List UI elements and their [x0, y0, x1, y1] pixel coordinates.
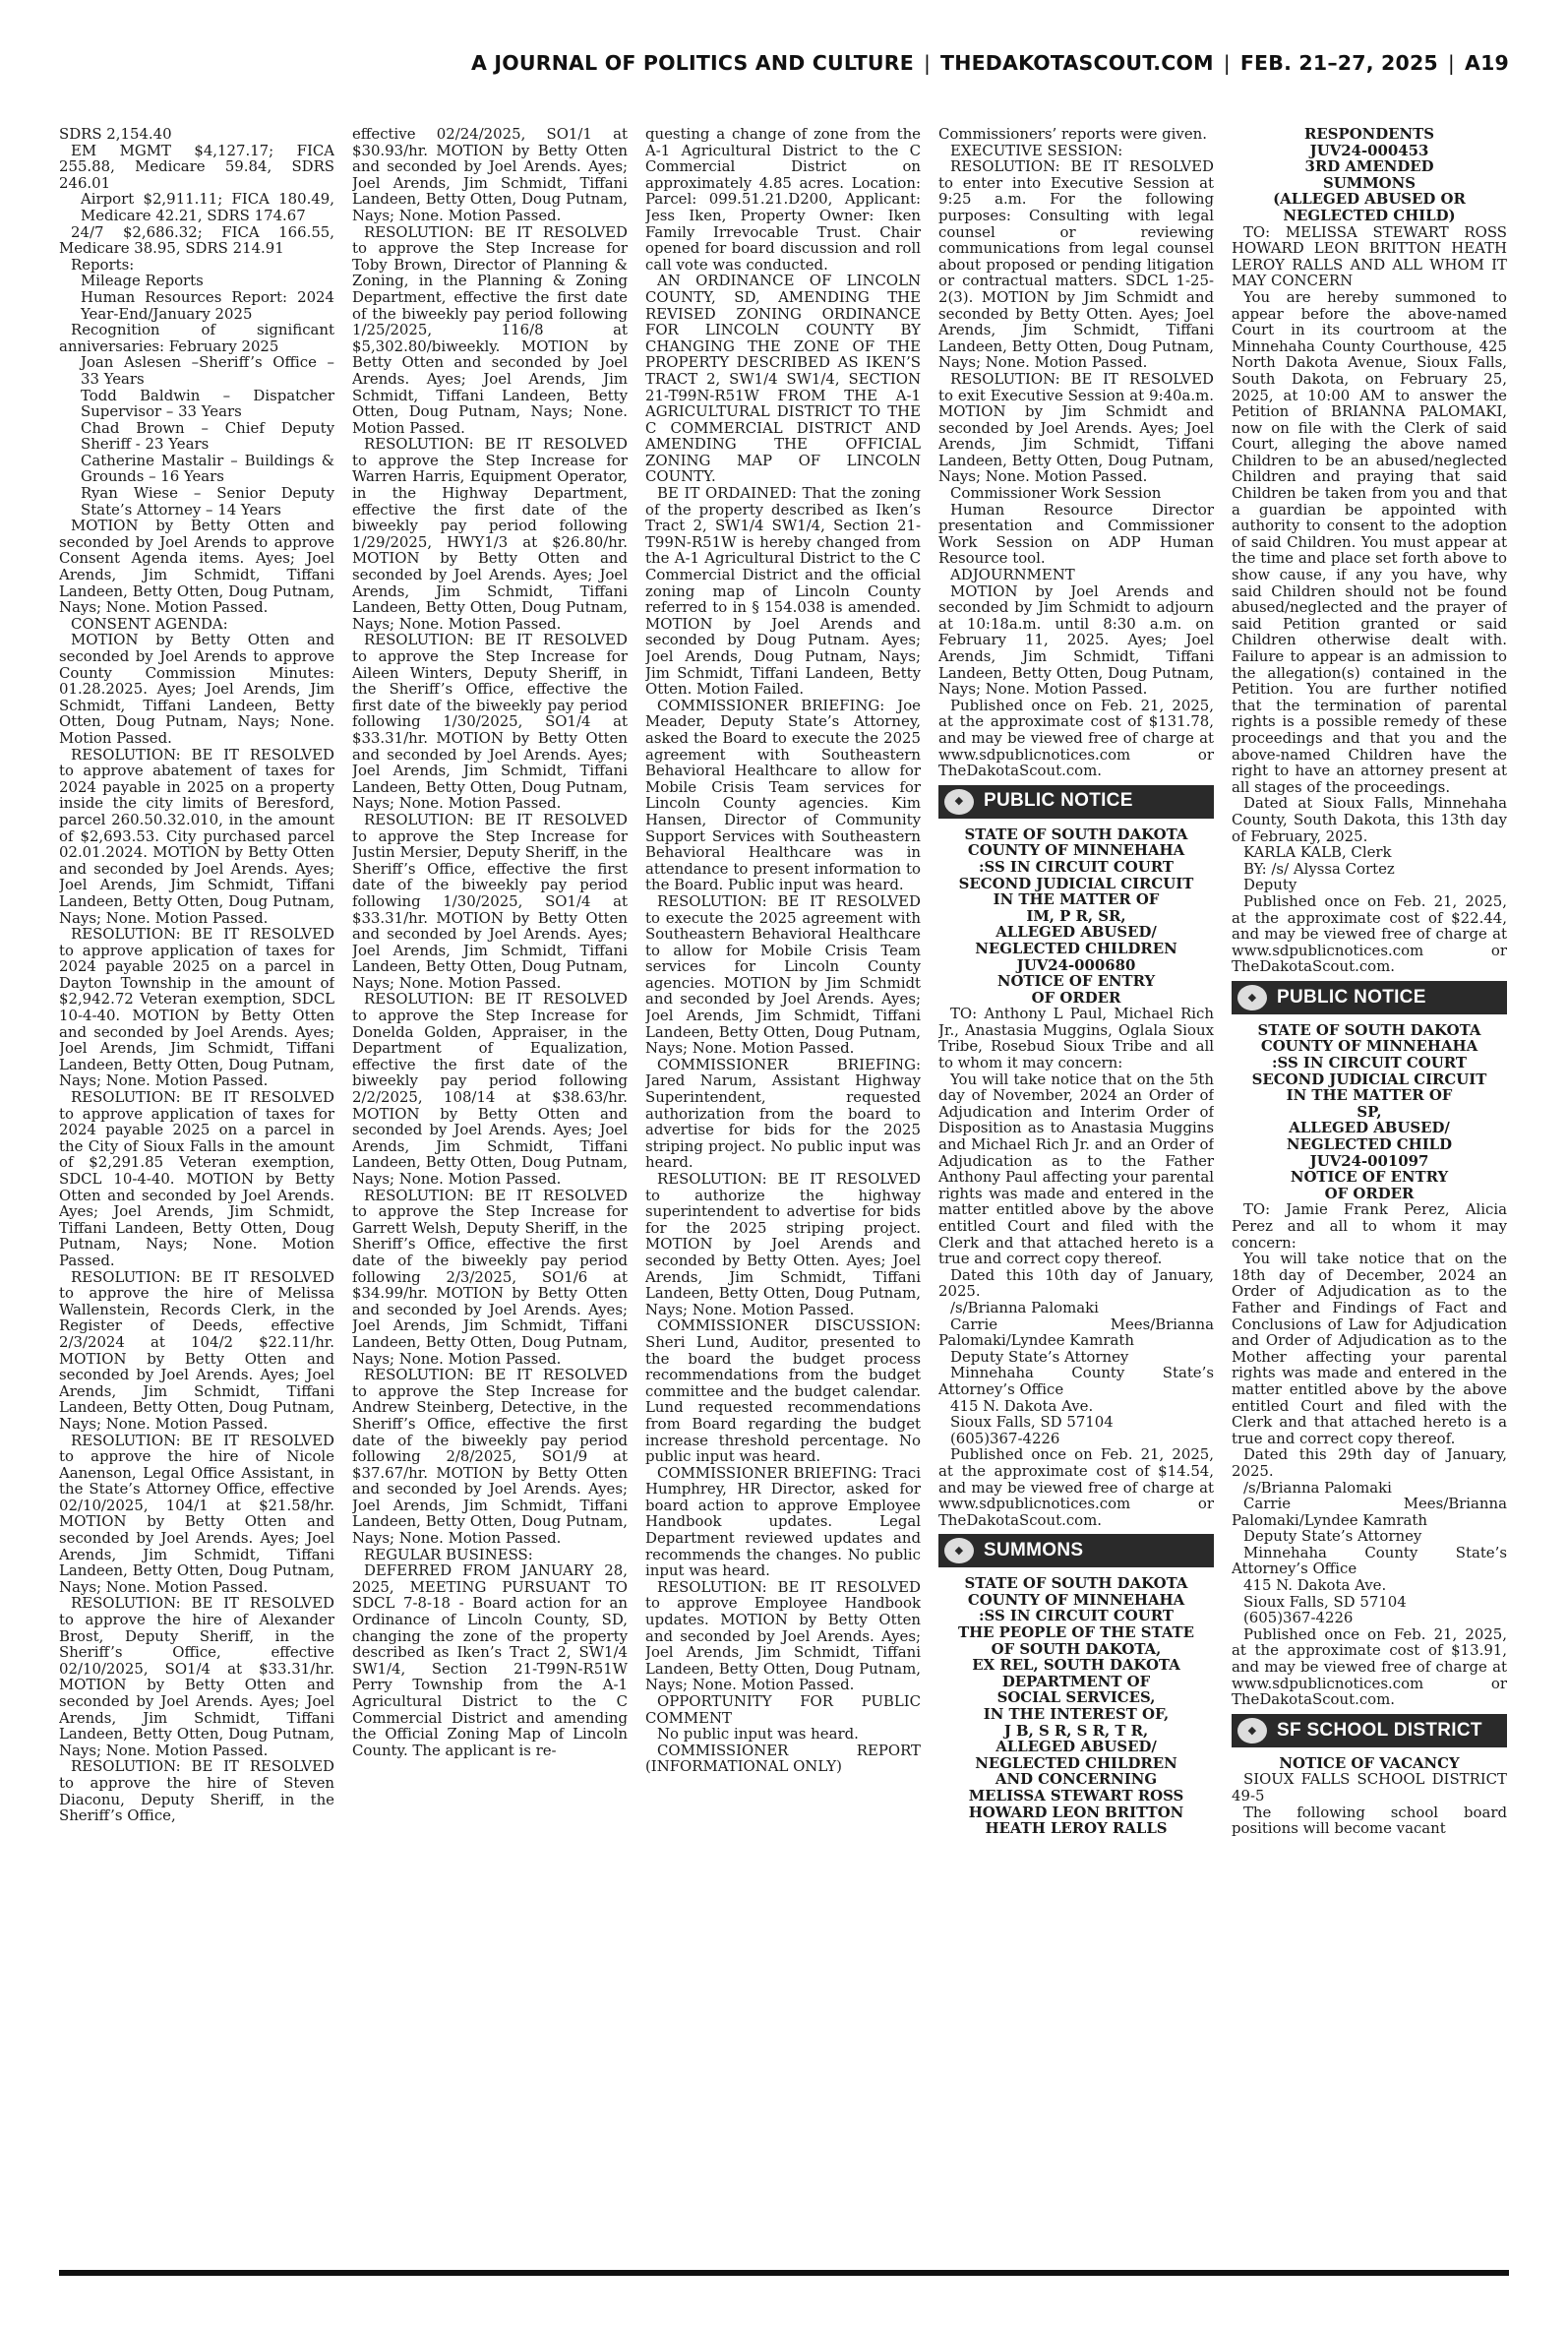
notice-paragraph: MOTION by Betty Otten and seconded by Joel Arends to approve Consent Agenda items. Ayes; Joel Arends, Jim Schmidt, Tiffani Landeen, Betty Otten, Doug Putnam, Nays; None. Motion Passed.: [59, 517, 334, 617]
notice-paragraph: 415 N. Dakota Ave.: [1243, 1576, 1387, 1595]
notice-paragraph: AN ORDINANCE OF LINCOLN COUNTY, SD, AMENDING THE REVISED ZONING ORDINANCE FOR LINCOLN COUNTY BY CHANGING THE ZONE OF THE PROPERTY DESCRIBED AS IKEN’S TRACT 2, SW1/4 SW1/4, SECTION 21-T99N-R51W FROM THE A-1 AGRICULTURAL DISTRICT TO THE C COMMERCIAL DISTRICT AND AMENDING THE OFFICIAL ZONING MAP OF LINCOLN COUNTY.: [645, 272, 921, 486]
section-banner: [938, 1534, 1214, 1567]
banner-label: PUBLIC NOTICE: [1277, 986, 1426, 1008]
notice-heading: [938, 1575, 1214, 1837]
heading-line: JUV24-000453: [1309, 141, 1429, 159]
notice-paragraph: Mileage Reports: [81, 272, 204, 290]
scout-logo-icon: ◆: [944, 1538, 974, 1563]
notice-paragraph: RESOLUTION: BE IT RESOLVED to approve the Step Increase for Warren Harris, Equipment Operator, in the Highway Department, effective the first date of the biweekly pay period following 1/29/2025, HWY1/3 at $26.80/hr. MOTION by Betty Otten and seconded by Joel Arends. Ayes; Joel Arends, Jim Schmidt, Tiffani Landeen, Betty Otten, Doug Putnam, Nays; None. Motion Passed.: [352, 435, 628, 633]
heading-line: STATE OF SOUTH DAKOTA: [1257, 1020, 1481, 1039]
notice-heading: [1232, 1022, 1507, 1202]
notice-heading: [1232, 126, 1507, 224]
notice-paragraph: Dated this 10th day of January, 2025.: [938, 1265, 1214, 1301]
heading-line: NOTICE OF VACANCY: [1279, 1753, 1460, 1772]
heading-line: STATE OF SOUTH DAKOTA: [964, 825, 1188, 843]
text-column-1: [59, 126, 334, 2265]
heading-line: IN THE MATTER OF: [993, 890, 1160, 909]
section-banner: [938, 785, 1214, 819]
notice-paragraph: Deputy State’s Attorney: [950, 1347, 1129, 1366]
notice-paragraph: COMMISSIONER DISCUSSION: Sheri Lund, Auditor, presented to the board the budget process recommendations from the budget committee and the budget calendar. Lund requested recommendations from Board regarding the budget increase threshold percentage. No public input was heard.: [645, 1316, 921, 1466]
banner-label: PUBLIC NOTICE: [984, 790, 1133, 812]
notice-paragraph: Sioux Falls, SD 57104: [1243, 1592, 1407, 1611]
masthead-separator: |: [923, 51, 932, 75]
notice-paragraph: RESOLUTION: BE IT RESOLVED to approve the hire of Melissa Wallenstein, Records Clerk, in the Register of Deeds, effective 2/3/2024 at 104/2 $22.11/hr. MOTION by Betty Otten and seconded by Joel Arends. Ayes; Joel Arends, Jim Schmidt, Tiffani Landeen, Betty Otten, Doug Putnam, Nays; None. Motion Passed.: [59, 1267, 334, 1433]
masthead: [59, 51, 1509, 87]
notice-paragraph: You will take notice that on the 18th day of December, 2024 an Order of Adjudication as to the Father and Findings of Fact and Conclusions of Law for Adjudication and Order of Adjudication as to the Mother affecting your parental rights was made and entered in the matter entitled above by the above entitled Court and filed with the Clerk and that attached hereto is a true and correct copy thereof.: [1232, 1250, 1507, 1447]
notice-paragraph: SDRS 2,154.40: [59, 126, 172, 143]
notice-paragraph: RESOLUTION: BE IT RESOLVED to approve the hire of Steven Diaconu, Deputy Sheriff, in the Sheriff’s Office,: [59, 1757, 334, 1825]
heading-line: 3RD AMENDED: [1304, 157, 1434, 176]
notice-paragraph: No public input was heard.: [657, 1725, 859, 1744]
heading-line: NOTICE OF ENTRY: [996, 972, 1156, 991]
notice-paragraph: Catherine Mastalir – Buildings & Grounds – 16 Years: [81, 451, 334, 486]
heading-line: NEGLECTED CHILDREN: [975, 939, 1177, 957]
notice-paragraph: Published once on Feb. 21, 2025, at the approximate cost of $131.78, and may be viewed free of charge at www.sdpublicnotices.com or TheDakotaScout.com.: [938, 696, 1214, 780]
notice-paragraph: TO: MELISSA STEWART ROSS HOWARD LEON BRITTON HEATH LEROY RALLS AND ALL WHOM IT MAY CONCERN: [1232, 222, 1507, 290]
notice-paragraph: /s/Brianna Palomaki: [1243, 1478, 1392, 1497]
heading-line: RESPONDENTS: [1304, 126, 1434, 143]
notice-paragraph: RESOLUTION: BE IT RESOLVED to approve application of taxes for 2024 payable 2025 on a parcel in the City of Sioux Falls in the amount of $2,291.85 Veteran exemption, SDCL 10-4-40. MOTION by Betty Otten and seconded by Joel Arends. Ayes; Joel Arends, Jim Schmidt, Tiffani Landeen, Betty Otten, Doug Putnam, Nays; None. Motion Passed.: [59, 1088, 334, 1269]
notice-paragraph: Airport $2,911.11; FICA 180.49, Medicare 42.21, SDRS 174.67: [81, 190, 334, 224]
notice-paragraph: CONSENT AGENDA:: [71, 614, 228, 633]
notice-paragraph: EM MGMT $4,127.17; FICA 255.88, Medicare 59.84, SDRS 246.01: [59, 141, 334, 192]
notice-paragraph: OPPORTUNITY FOR PUBLIC COMMENT: [645, 1692, 921, 1727]
notice-heading: [1232, 1755, 1507, 1772]
heading-line: :SS IN CIRCUIT COURT: [979, 1607, 1174, 1625]
heading-line: IN THE MATTER OF: [1286, 1086, 1453, 1105]
notice-paragraph: Dated at Sioux Falls, Minnehaha County, South Dakota, this 13th day of February, 2025.: [1232, 794, 1507, 845]
heading-line: SECOND JUDICIAL CIRCUIT: [1251, 1070, 1487, 1088]
heading-line: STATE OF SOUTH DAKOTA: [964, 1574, 1188, 1593]
notice-paragraph: EXECUTIVE SESSION:: [950, 141, 1123, 159]
notice-paragraph: Carrie Mees/Brianna Palomaki/Lyndee Kamrath: [1232, 1495, 1507, 1529]
notice-paragraph: (605)367-4226: [950, 1429, 1060, 1447]
notice-paragraph: Minnehaha County State’s Attorney’s Office: [938, 1364, 1214, 1398]
notice-paragraph: effective 02/24/2025, SO1/1 at $30.93/hr. MOTION by Betty Otten and seconded by Joel Arends. Ayes; Joel Arends, Jim Schmidt, Tiffani Landeen, Betty Otten, Doug Putnam, Nays; None. Motion Passed.: [352, 126, 628, 224]
notice-paragraph: Ryan Wiese – Senior Deputy State’s Attorney – 14 Years: [81, 484, 334, 519]
notice-paragraph: questing a change of zone from the A-1 Agricultural District to the C Commercial District on approximately 4.85 acres. Location: Parcel: 099.51.21.D200, Applicant: Jess Iken, Property Owner: Iken Family Irrevocable Trust. Chair opened for board discussion and roll call vote was conducted.: [645, 126, 921, 274]
notice-paragraph: You will take notice that on the 5th day of November, 2024 an Order of Adjudication and Interim Order of Disposition as to Anastasia Muggins and Michael Rich Jr. and an Order of Adjudication as to the Father Anthony Paul affecting your parental rights was made and entered in the matter entitled above by the above entitled Court and filed with the Clerk and that attached hereto is a true and correct copy thereof.: [938, 1070, 1214, 1268]
notice-paragraph: COMMISSIONER REPORT (INFORMATIONAL ONLY): [645, 1741, 921, 1776]
notice-paragraph: RESOLUTION: BE IT RESOLVED to execute the 2025 agreement with Southeastern Behavioral Healthcare to allow for Mobile Crisis Team services for Lincoln County agencies. MOTION by Jim Schmidt and seconded by Joel Arends. Ayes; Joel Arends, Jim Schmidt, Tiffani Landeen, Betty Otten, Doug Putnam, Nays; None. Motion Passed.: [645, 891, 921, 1058]
notice-paragraph: You are hereby summoned to appear before the above-named Court in its courtroom at the Minnehaha County Courthouse, 425 North Dakota Avenue, Sioux Falls, South Dakota, on February 25, 2025, at 10:00 AM to answer the Petition of BRIANNA PALOMAKI, now on file with the Clerk of said Court, alleging the above named Children to be an abused/neglected Children and praying that said Children be taken from you and that a guardian be appointed with authority to consent to the adoption of said Children. You must appear at the time and place set forth above to show cause, if any you have, why said Children should not be found abused/neglected and the prayer of said Petition granted or said Children otherwise dealt with. Failure to appear is an admission to the allegation(s) contained in the Petition. You are further notified that the termination of parental rights is a possible remedy of these proceedings and that you and the above-named Children have the right to have an attorney present at all stages of the proceedings.: [1232, 287, 1507, 796]
notice-paragraph: Chad Brown – Chief Deputy Sheriff - 23 Years: [81, 418, 334, 454]
heading-line: NEGLECTED CHILD: [1286, 1135, 1453, 1154]
heading-line: JUV24-000680: [1016, 955, 1136, 974]
notice-paragraph: Human Resource Director presentation and Commissioner Work Session on ADP Human Resource tool.: [938, 500, 1214, 568]
notice-paragraph: ADJOURNMENT: [950, 566, 1075, 584]
notice-paragraph: BE IT ORDAINED: That the zoning of the property described as Iken’s Tract 2, SW1/4 SW1/4, Section 21-T99N-R51W is hereby changed from the A-1 Agricultural District to the C Commercial District and the official zoning map of Lincoln County referred to in § 154.038 is amended. MOTION by Joel Arends and seconded by Doug Putnam. Ayes; Joel Arends, Doug Putnam, Nays; Jim Schmidt, Tiffani Landeen, Betty Otten. Motion Failed.: [645, 484, 921, 699]
heading-line: ALLEGED ABUSED/: [995, 923, 1157, 942]
heading-line: ALLEGED ABUSED/: [995, 1738, 1157, 1756]
notice-paragraph: RESOLUTION: BE IT RESOLVED to approve the Step Increase for Andrew Steinberg, Detective, in the Sheriff’s Office, effective the first date of the biweekly pay period following 2/8/2025, SO1/9 at $37.67/hr. MOTION by Betty Otten and seconded by Joel Arends. Ayes; Joel Arends, Jim Schmidt, Tiffani Landeen, Betty Otten, Doug Putnam, Nays; None. Motion Passed.: [352, 1366, 628, 1548]
notice-heading: [938, 826, 1214, 1007]
heading-line: :SS IN CIRCUIT COURT: [979, 857, 1174, 876]
heading-line: DEPARTMENT OF: [1001, 1672, 1151, 1690]
notice-paragraph: Recognition of significant anniversaries: February 2025: [59, 321, 334, 355]
heading-line: OF ORDER: [1031, 988, 1121, 1007]
notice-paragraph: Reports:: [71, 255, 135, 274]
notice-paragraph: /s/Brianna Palomaki: [950, 1298, 1099, 1316]
banner-label: SF SCHOOL DISTRICT: [1277, 1719, 1482, 1741]
notice-paragraph: RESOLUTION: BE IT RESOLVED to approve Employee Handbook updates. MOTION by Betty Otten and seconded by Joel Arends. Ayes; Joel Arends, Jim Schmidt, Tiffani Landeen, Betty Otten, Doug Putnam, Nays; None. Motion Passed.: [645, 1577, 921, 1694]
heading-line: THE PEOPLE OF THE STATE: [957, 1623, 1194, 1642]
notice-paragraph: RESOLUTION: BE IT RESOLVED to approve the hire of Nicole Aanenson, Legal Office Assistant, in the State’s Attorney Office, effective 02/10/2025, 104/1 at $21.58/hr. MOTION by Betty Otten and seconded by Joel Arends. Ayes; Joel Arends, Jim Schmidt, Tiffani Landeen, Betty Otten, Doug Putnam, Nays; None. Motion Passed.: [59, 1431, 334, 1596]
notice-paragraph: RESOLUTION: BE IT RESOLVED to authorize the highway superintendent to advertise for bids for the 2025 striping project. MOTION by Joel Arends and seconded by Betty Otten. Ayes; Joel Arends, Jim Schmidt, Tiffani Landeen, Betty Otten, Doug Putnam, Nays; None. Motion Passed.: [645, 1170, 921, 1318]
notice-paragraph: TO: Jamie Frank Perez, Alicia Perez and all to whom it may concern:: [1232, 1200, 1507, 1252]
heading-line: JUV24-001097: [1309, 1151, 1429, 1170]
notice-paragraph: MOTION by Betty Otten and seconded by Joel Arends to approve County Commission Minutes: 01.28.2025. Ayes; Joel Arends, Jim Schmidt, Tiffani Landeen, Betty Otten, Doug Putnam, Nays; None. Motion Passed.: [59, 631, 334, 747]
heading-line: SUMMONS: [1322, 173, 1417, 192]
heading-line: COUNTY OF MINNEHAHA: [1260, 1037, 1478, 1056]
notice-paragraph: Todd Baldwin – Dispatcher Supervisor – 33 Years: [81, 386, 334, 421]
notice-paragraph: (605)367-4226: [1243, 1609, 1354, 1627]
scout-logo-icon: ◆: [1237, 985, 1267, 1010]
heading-line: IN THE INTEREST OF,: [983, 1705, 1170, 1724]
heading-line: J B, S R, S R, T R,: [1003, 1721, 1149, 1740]
heading-line: :SS IN CIRCUIT COURT: [1272, 1054, 1467, 1072]
notice-paragraph: COMMISSIONER BRIEFING: Joe Meader, Deputy State’s Attorney, asked the Board to execute the 2025 agreement with Southeastern Behavioral Healthcare to allow for Mobile Crisis Team services for Lincoln County agencies. Kim Hansen, Director of Community Support Services with Southeastern Behavioral Healthcare was in attendance to present information to the Board. Public input was heard.: [645, 696, 921, 894]
notice-paragraph: Published once on Feb. 21, 2025, at the approximate cost of $13.91, and may be viewed free of charge at www.sdpublicnotices.com or TheDakotaScout.com.: [1232, 1624, 1507, 1709]
notice-paragraph: Dated this 29th day of January, 2025.: [1232, 1445, 1507, 1480]
heading-line: HOWARD LEON BRITTON: [968, 1803, 1184, 1821]
heading-line: COUNTY OF MINNEHAHA: [967, 1590, 1185, 1609]
notice-paragraph: RESOLUTION: BE IT RESOLVED to approve the Step Increase for Justin Mersier, Deputy Sheriff, in the Sheriff’s Office, effective the first date of the biweekly pay period following 1/30/2025, SO1/4 at $33.31/hr. MOTION by Betty Otten and seconded by Joel Arends. Ayes; Joel Arends, Jim Schmidt, Tiffani Landeen, Betty Otten, Doug Putnam, Nays; None. Motion Passed.: [352, 810, 628, 992]
notice-paragraph: COMMISSIONER BRIEFING: Jared Narum, Assistant Highway Superintendent, requested authorization from the board to advertise for bids for the 2025 striping project. No public input was heard.: [645, 1055, 921, 1172]
notice-paragraph: Deputy: [1243, 876, 1297, 894]
bottom-rule: [59, 2270, 1509, 2276]
text-column-4: [938, 126, 1214, 2265]
heading-line: SECOND JUDICIAL CIRCUIT: [958, 874, 1194, 892]
heading-line: HEATH LEROY RALLS: [985, 1819, 1168, 1838]
text-column-5: [1232, 126, 1507, 2265]
notice-paragraph: KARLA KALB, Clerk: [1243, 843, 1392, 862]
heading-line: ALLEGED ABUSED/: [1289, 1119, 1450, 1137]
heading-line: EX REL, SOUTH DAKOTA: [972, 1656, 1180, 1675]
notice-paragraph: 24/7 $2,686.32; FICA 166.55, Medicare 38.95, SDRS 214.91: [59, 222, 334, 258]
journal-tagline: A JOURNAL OF POLITICS AND CULTURE: [471, 51, 914, 75]
scout-logo-icon: ◆: [1237, 1718, 1267, 1744]
notice-paragraph: RESOLUTION: BE IT RESOLVED to approve the Step Increase for Aileen Winters, Deputy Sheriff, in the Sheriff’s Office, effective the first date of the biweekly pay period following 1/30/2025, SO1/4 at $33.31/hr. MOTION by Betty Otten and seconded by Joel Arends. Ayes; Joel Arends, Jim Schmidt, Tiffani Landeen, Betty Otten, Doug Putnam, Nays; None. Motion Passed.: [352, 631, 628, 813]
notice-paragraph: Published once on Feb. 21, 2025, at the approximate cost of $22.44, and may be viewed free of charge at www.sdpublicnotices.com or TheDakotaScout.com.: [1232, 891, 1507, 976]
notice-paragraph: RESOLUTION: BE IT RESOLVED to approve application of taxes for 2024 payable 2025 on a parcel in Dayton Township in the amount of $2,942.72 Veteran exemption, SDCL 10-4-40. MOTION by Betty Otten and seconded by Joel Arends. Ayes; Joel Arends, Jim Schmidt, Tiffani Landeen, Betty Otten, Doug Putnam, Nays; None. Motion Passed.: [59, 925, 334, 1090]
notice-paragraph: 415 N. Dakota Ave.: [950, 1396, 1094, 1415]
notice-paragraph: DEFERRED FROM JANUARY 28, 2025, MEETING PURSUANT TO SDCL 7-8-18 - Board action for an Ordinance of Lincoln County, SD, changing the zone of the property described as Iken’s Tract 2, SW1/4 SW1/4, Section 21-T99N-R51W Perry Township from the A-1 Agricultural District to the C Commercial District and amending the Official Zoning Map of Lincoln County. The applicant is re-: [352, 1561, 628, 1759]
notice-paragraph: MOTION by Joel Arends and seconded by Jim Schmidt to adjourn at 10:18a.m. until 8:30 a.m. on February 11, 2025. Ayes; Joel Arends, Jim Schmidt, Tiffani Landeen, Betty Otten, Doug Putnam, Nays; None. Motion Passed.: [938, 581, 1214, 699]
notice-paragraph: RESOLUTION: BE IT RESOLVED to exit Executive Session at 9:40a.m. MOTION by Jim Schmidt and seconded by Joel Arends. Ayes; Joel Arends, Jim Schmidt, Tiffani Landeen, Betty Otten, Doug Putnam, Nays; None. Motion Passed.: [938, 369, 1214, 486]
heading-line: AND CONCERNING: [995, 1770, 1158, 1789]
notice-paragraph: RESOLUTION: BE IT RESOLVED to enter into Executive Session at 9:25 a.m. For the following purposes: Consulting with legal counsel or reviewing communications from legal counsel about proposed or pending litigation or contractual matters. SDCL 1-25-2(3). MOTION by Jim Schmidt and seconded by Betty Otten. Ayes; Joel Arends, Jim Schmidt, Tiffani Landeen, Betty Otten, Doug Putnam, Nays; None. Motion Passed.: [938, 157, 1214, 372]
notice-paragraph: RESOLUTION: BE IT RESOLVED to approve the Step Increase for Donelda Golden, Appraiser, in the Department of Equalization, effective the first date of the biweekly pay period following 2/2/2025, 108/14 at $38.63/hr. MOTION by Betty Otten and seconded by Joel Arends. Ayes; Joel Arends, Jim Schmidt, Tiffani Landeen, Betty Otten, Doug Putnam, Nays; None. Motion Passed.: [352, 990, 628, 1188]
notice-paragraph: COMMISSIONER BRIEFING: Traci Humphrey, HR Director, asked for board action to approve Employee Handbook updates. Legal Department reviewed updates and recommends the changes. No public input was heard.: [645, 1463, 921, 1580]
notice-paragraph: Deputy State’s Attorney: [1243, 1527, 1422, 1546]
site-name: THEDAKOTASCOUT.COM: [940, 51, 1214, 75]
notice-paragraph: RESOLUTION: BE IT RESOLVED to approve the Step Increase for Toby Brown, Director of Planning & Zoning, in the Planning & Zoning Department, effective the first date of the biweekly pay period following 1/25/2025, 116/8 at $5,302.80/biweekly. MOTION by Betty Otten and seconded by Joel Arends. Ayes; Joel Arends, Jim Schmidt, Tiffani Landeen, Betty Otten, Doug Putnam, Nays; None. Motion Passed.: [352, 222, 628, 437]
page-number: A19: [1465, 51, 1509, 75]
heading-line: OF SOUTH DAKOTA,: [991, 1639, 1162, 1658]
notice-columns: [59, 126, 1507, 2265]
masthead-separator: |: [1447, 51, 1455, 75]
notice-paragraph: Joan Aslesen –Sheriff’s Office – 33 Years: [81, 353, 334, 388]
scout-logo-icon: ◆: [944, 789, 974, 815]
heading-line: COUNTY OF MINNEHAHA: [967, 841, 1185, 860]
heading-line: NEGLECTED CHILD): [1283, 206, 1456, 224]
heading-line: MELISSA STEWART ROSS: [968, 1787, 1184, 1805]
notice-paragraph: RESOLUTION: BE IT RESOLVED to approve abatement of taxes for 2024 payable in 2025 on a property inside the city limits of Beresford, parcel 260.50.32.010, in the amount of $2,693.53. City purchased parcel 02.01.2024. MOTION by Betty Otten and seconded by Joel Arends. Ayes; Joel Arends, Jim Schmidt, Tiffani Landeen, Betty Otten, Doug Putnam, Nays; None. Motion Passed.: [59, 745, 334, 927]
text-column-3: [645, 126, 921, 2265]
heading-line: NOTICE OF ENTRY: [1290, 1168, 1449, 1187]
heading-line: OF ORDER: [1324, 1184, 1415, 1202]
notice-paragraph: Human Resources Report: 2024 Year-End/January 2025: [81, 287, 334, 323]
notice-paragraph: Sioux Falls, SD 57104: [950, 1413, 1114, 1432]
notice-paragraph: TO: Anthony L Paul, Michael Rich Jr., Anastasia Muggins, Oglala Sioux Tribe, Rosebud Sioux Tribe and all to whom it may concern:: [938, 1005, 1214, 1072]
notice-paragraph: Minnehaha County State’s Attorney’s Office: [1232, 1543, 1507, 1578]
heading-line: IM, P R, SR,: [1026, 906, 1126, 925]
notice-paragraph: Published once on Feb. 21, 2025, at the approximate cost of $14.54, and may be viewed free of charge at www.sdpublicnotices.com or TheDakotaScout.com.: [938, 1445, 1214, 1529]
notice-paragraph: RESOLUTION: BE IT RESOLVED to approve the hire of Alexander Brost, Deputy Sheriff, in the Sheriff’s Office, effective 02/10/2025, SO1/4 at $33.31/hr. MOTION by Betty Otten and seconded by Joel Arends. Ayes; Joel Arends, Jim Schmidt, Tiffani Landeen, Betty Otten, Doug Putnam, Nays; None. Motion Passed.: [59, 1594, 334, 1759]
notice-paragraph: The following school board positions will become vacant: [1232, 1803, 1507, 1838]
text-column-2: [352, 126, 628, 2265]
issue-date: FEB. 21–27, 2025: [1239, 51, 1438, 75]
heading-line: (ALLEGED ABUSED OR: [1273, 190, 1466, 209]
section-banner: [1232, 1714, 1507, 1747]
masthead-separator: |: [1223, 51, 1231, 75]
section-banner: [1232, 981, 1507, 1014]
notice-paragraph: REGULAR BUSINESS:: [364, 1545, 533, 1563]
notice-paragraph: SIOUX FALLS SCHOOL DISTRICT 49-5: [1232, 1770, 1507, 1805]
notice-paragraph: Carrie Mees/Brianna Palomaki/Lyndee Kamrath: [938, 1315, 1214, 1350]
notice-paragraph: BY: /s/ Alyssa Cortez: [1243, 859, 1395, 878]
heading-line: NEGLECTED CHILDREN: [975, 1753, 1177, 1772]
banner-label: SUMMONS: [984, 1539, 1084, 1560]
heading-line: SOCIAL SERVICES,: [996, 1688, 1156, 1707]
notice-paragraph: Commissioner Work Session: [950, 484, 1162, 503]
notice-paragraph: Commissioners’ reports were given.: [938, 126, 1207, 143]
heading-line: SP,: [1357, 1102, 1382, 1121]
notice-paragraph: RESOLUTION: BE IT RESOLVED to approve the Step Increase for Garrett Welsh, Deputy Sheriff, in the Sheriff’s Office, effective the first date of the biweekly pay period following 2/3/2025, SO1/6 at $34.99/hr. MOTION by Betty Otten and seconded by Joel Arends. Ayes; Joel Arends, Jim Schmidt, Tiffani Landeen, Betty Otten, Doug Putnam, Nays; None. Motion Passed.: [352, 1186, 628, 1368]
